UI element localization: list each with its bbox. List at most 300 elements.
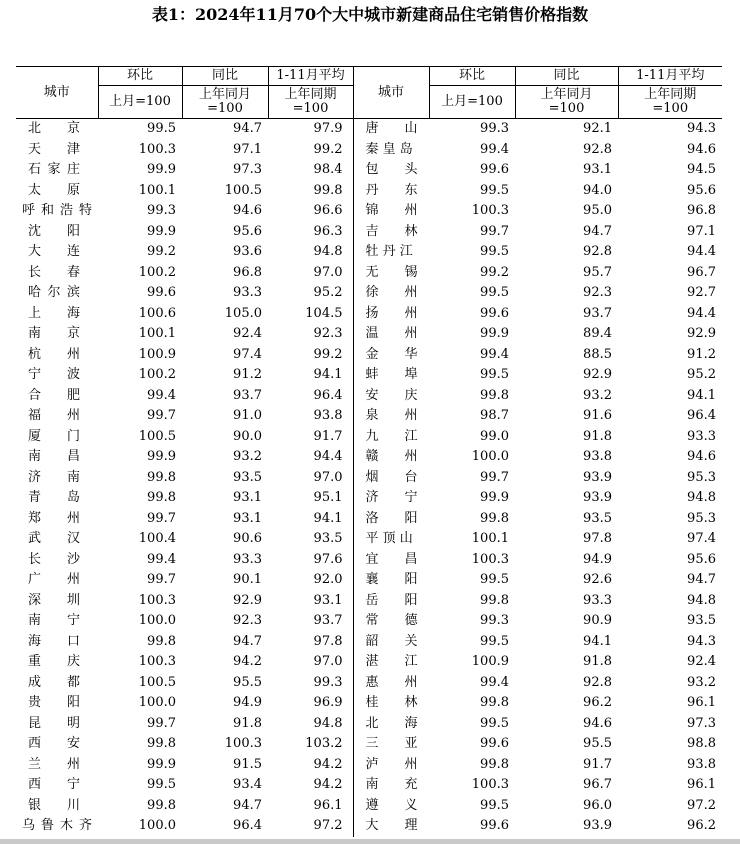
city-name-left: 呼和浩特 — [22, 203, 92, 219]
avg-value-right: 92.7 — [687, 285, 716, 301]
avg-header-left: 1-11月平均 — [268, 67, 353, 86]
city-name-right: 常 德 — [353, 611, 429, 632]
mom-value-right: 99.7 — [480, 469, 509, 485]
avg-value-left: 97.8 — [313, 633, 343, 649]
city-name-left: 广 州 — [28, 572, 81, 588]
city-name-right: 韶 关 — [353, 632, 429, 653]
table-row — [16, 386, 722, 407]
mom-value-left: 99.2 — [147, 244, 176, 260]
avg-value-left: 103.2 — [305, 736, 343, 752]
table-row — [16, 796, 722, 817]
mom-value-right: 100.3 — [471, 551, 509, 567]
city-name-left: 北 京 — [28, 121, 81, 137]
yoy-value-right: 93.2 — [583, 387, 612, 403]
city-name-left: 南 宁 — [28, 613, 81, 629]
avg-value-left: 93.1 — [313, 592, 343, 608]
avg-value-left: 99.2 — [313, 346, 343, 362]
avg-value-right: 98.8 — [687, 736, 716, 752]
city-name-right: 岳 阳 — [353, 591, 429, 612]
city-name-left: 南 京 — [28, 326, 81, 342]
table-row — [16, 365, 722, 386]
avg-value-left: 95.2 — [313, 285, 343, 301]
avg-value-right: 95.3 — [687, 469, 716, 485]
city-name-right: 赣 州 — [353, 447, 429, 468]
table-row — [16, 509, 722, 530]
city-name-left: 长 沙 — [28, 551, 81, 567]
avg-value-left: 96.1 — [313, 797, 343, 813]
yoy-value-left: 93.1 — [233, 490, 262, 506]
yoy-value-left: 92.9 — [233, 592, 262, 608]
mom-value-left: 100.1 — [138, 182, 176, 198]
yoy-value-right: 93.1 — [583, 162, 612, 178]
yoy-value-left: 92.3 — [233, 613, 262, 629]
avg-value-right: 95.6 — [687, 551, 716, 567]
yoy-value-left: 97.3 — [233, 162, 262, 178]
mom-value-right: 99.4 — [480, 141, 509, 157]
city-name-left: 沈 阳 — [28, 223, 81, 239]
table-row — [16, 283, 722, 304]
avg-value-left: 99.2 — [313, 141, 343, 157]
avg-value-right: 97.3 — [687, 715, 716, 731]
yoy-value-right: 94.7 — [583, 223, 612, 239]
city-name-right: 三 亚 — [353, 734, 429, 755]
mom-value-right: 99.4 — [480, 674, 509, 690]
city-name-right: 烟 台 — [353, 468, 429, 489]
city-name-right: 蚌 埠 — [353, 365, 429, 386]
mom-value-left: 99.8 — [147, 633, 176, 649]
avg-value-left: 97.9 — [313, 121, 343, 137]
yoy-value-right: 92.9 — [583, 367, 612, 383]
mom-base-left: 上月=100 — [98, 86, 182, 119]
mom-value-left: 100.9 — [138, 346, 176, 362]
city-name-right: 牡 丹 江 — [353, 242, 429, 263]
avg-base-right: 上年同期 =100 — [618, 86, 722, 119]
avg-value-right: 94.3 — [687, 121, 716, 137]
yoy-value-left: 96.8 — [233, 264, 262, 280]
yoy-base-left: 上年同月 =100 — [182, 86, 268, 119]
yoy-value-right: 95.0 — [583, 203, 612, 219]
avg-value-right: 96.1 — [687, 777, 716, 793]
city-name-right: 安 庆 — [353, 386, 429, 407]
table-row — [16, 734, 722, 755]
avg-value-left: 94.2 — [313, 756, 343, 772]
mom-value-left: 99.7 — [147, 572, 176, 588]
mom-value-left: 99.9 — [147, 449, 176, 465]
avg-value-right: 96.2 — [687, 818, 716, 834]
yoy-value-right: 92.6 — [583, 572, 612, 588]
mom-value-right: 99.0 — [480, 428, 509, 444]
city-name-left: 福 州 — [28, 408, 81, 424]
yoy-value-left: 97.1 — [233, 141, 262, 157]
city-name-right: 无 锡 — [353, 263, 429, 284]
yoy-value-left: 100.5 — [224, 182, 262, 198]
avg-value-left: 92.3 — [313, 326, 343, 342]
mom-header-right: 环比 — [429, 67, 515, 86]
city-name-left: 昆 明 — [28, 715, 81, 731]
mom-value-right: 99.6 — [480, 305, 509, 321]
mom-value-left: 100.6 — [138, 305, 176, 321]
table-row — [16, 304, 722, 325]
city-name-right: 唐 山 — [353, 119, 429, 140]
city-name-left: 乌鲁木齐 — [22, 818, 92, 834]
yoy-value-right: 95.5 — [583, 736, 612, 752]
yoy-value-right: 92.8 — [583, 141, 612, 157]
avg-value-right: 94.1 — [687, 387, 716, 403]
mom-value-left: 99.8 — [147, 797, 176, 813]
city-name-right: 徐 州 — [353, 283, 429, 304]
avg-value-right: 92.9 — [687, 326, 716, 342]
yoy-value-right: 93.9 — [583, 469, 612, 485]
yoy-value-right: 96.2 — [583, 695, 612, 711]
city-name-left: 哈 尔 滨 — [28, 285, 80, 301]
yoy-value-right: 92.8 — [583, 244, 612, 260]
yoy-value-left: 92.4 — [233, 326, 262, 342]
yoy-value-right: 88.5 — [583, 346, 612, 362]
city-name-right: 吉 林 — [353, 222, 429, 243]
table-body — [16, 119, 722, 837]
table-row — [16, 160, 722, 181]
city-name-left: 大 连 — [28, 244, 81, 260]
mom-value-left: 100.3 — [138, 592, 176, 608]
avg-value-left: 96.6 — [313, 203, 343, 219]
city-name-left: 上 海 — [28, 305, 81, 321]
avg-value-right: 97.2 — [687, 797, 716, 813]
yoy-value-right: 93.3 — [583, 592, 612, 608]
yoy-value-left: 94.7 — [233, 797, 262, 813]
yoy-value-left: 90.1 — [233, 572, 262, 588]
yoy-value-right: 89.4 — [583, 326, 612, 342]
city-name-left: 深 圳 — [28, 592, 81, 608]
city-name-left: 青 岛 — [28, 490, 81, 506]
mom-value-left: 100.3 — [138, 141, 176, 157]
avg-value-right: 95.6 — [687, 182, 716, 198]
yoy-value-right: 94.9 — [583, 551, 612, 567]
avg-value-right: 94.5 — [687, 162, 716, 178]
city-name-right: 大 理 — [353, 816, 429, 837]
mom-value-left: 100.0 — [138, 695, 176, 711]
mom-value-left: 99.9 — [147, 162, 176, 178]
yoy-value-right: 94.6 — [583, 715, 612, 731]
city-name-left: 武 汉 — [28, 531, 81, 547]
mom-value-right: 99.5 — [480, 572, 509, 588]
avg-value-right: 97.4 — [687, 531, 716, 547]
city-name-left: 天 津 — [28, 141, 81, 157]
avg-value-left: 99.3 — [313, 674, 343, 690]
city-name-right: 北 海 — [353, 714, 429, 735]
yoy-value-left: 94.7 — [233, 121, 262, 137]
avg-value-right: 96.8 — [687, 203, 716, 219]
table-row — [16, 816, 722, 837]
yoy-value-right: 96.0 — [583, 797, 612, 813]
table-row — [16, 611, 722, 632]
yoy-value-left: 93.2 — [233, 449, 262, 465]
avg-value-left: 93.7 — [313, 613, 343, 629]
city-name-right: 扬 州 — [353, 304, 429, 325]
avg-value-left: 104.5 — [305, 305, 343, 321]
mom-value-left: 99.7 — [147, 408, 176, 424]
yoy-base-right: 上年同月 =100 — [515, 86, 618, 119]
table-row — [16, 119, 722, 140]
mom-value-right: 100.1 — [471, 531, 509, 547]
city-name-right: 泸 州 — [353, 755, 429, 776]
yoy-value-right: 94.1 — [583, 633, 612, 649]
city-name-left: 西 安 — [28, 736, 81, 752]
mom-value-right: 99.4 — [480, 346, 509, 362]
avg-value-right: 94.4 — [687, 244, 716, 260]
avg-value-left: 94.2 — [313, 777, 343, 793]
city-name-left: 太 原 — [28, 182, 81, 198]
table-row — [16, 673, 722, 694]
avg-value-left: 96.9 — [313, 695, 343, 711]
yoy-header-right: 同比 — [515, 67, 618, 86]
mom-value-right: 99.8 — [480, 695, 509, 711]
table-row — [16, 427, 722, 448]
mom-value-right: 99.9 — [480, 326, 509, 342]
yoy-value-left: 96.4 — [233, 818, 262, 834]
mom-value-left: 99.5 — [147, 121, 176, 137]
mom-value-left: 99.8 — [147, 736, 176, 752]
city-name-right: 丹 东 — [353, 181, 429, 202]
city-name-left: 重 庆 — [28, 654, 81, 670]
avg-value-right: 94.8 — [687, 490, 716, 506]
mom-value-right: 99.5 — [480, 715, 509, 731]
yoy-value-left: 91.0 — [233, 408, 262, 424]
city-name-right: 湛 江 — [353, 652, 429, 673]
mom-value-right: 99.5 — [480, 367, 509, 383]
yoy-value-left: 91.8 — [233, 715, 262, 731]
mom-value-left: 100.4 — [138, 531, 176, 547]
yoy-value-left: 93.7 — [233, 387, 262, 403]
city-name-right: 包 头 — [353, 160, 429, 181]
yoy-header-left: 同比 — [182, 67, 268, 86]
avg-value-right: 96.4 — [687, 408, 716, 424]
mom-value-right: 99.8 — [480, 510, 509, 526]
mom-value-right: 98.7 — [480, 408, 509, 424]
city-name-left: 合 肥 — [28, 387, 81, 403]
horizontal-scrollbar[interactable] — [0, 839, 740, 844]
city-name-left: 长 春 — [28, 264, 81, 280]
avg-value-right: 95.3 — [687, 510, 716, 526]
table-row — [16, 406, 722, 427]
table-row — [16, 242, 722, 263]
avg-value-left: 97.6 — [313, 551, 343, 567]
yoy-value-right: 92.8 — [583, 674, 612, 690]
mom-header-left: 环比 — [98, 67, 182, 86]
avg-value-right: 94.4 — [687, 305, 716, 321]
city-name-left: 石 家 庄 — [28, 162, 80, 178]
mom-value-right: 99.5 — [480, 182, 509, 198]
mom-value-left: 99.5 — [147, 777, 176, 793]
table-row — [16, 140, 722, 161]
mom-value-right: 99.8 — [480, 756, 509, 772]
city-name-right: 金 华 — [353, 345, 429, 366]
avg-value-left: 98.4 — [313, 162, 343, 178]
avg-value-left: 94.8 — [313, 715, 343, 731]
mom-value-right: 99.9 — [480, 490, 509, 506]
avg-value-right: 91.2 — [687, 346, 716, 362]
mom-value-left: 99.8 — [147, 469, 176, 485]
yoy-value-left: 91.2 — [233, 367, 262, 383]
yoy-value-left: 95.5 — [233, 674, 262, 690]
mom-value-left: 100.5 — [138, 428, 176, 444]
avg-value-right: 96.1 — [687, 695, 716, 711]
yoy-value-right: 95.7 — [583, 264, 612, 280]
city-name-right: 遵 义 — [353, 796, 429, 817]
yoy-value-left: 93.1 — [233, 510, 262, 526]
city-name-right: 温 州 — [353, 324, 429, 345]
mom-value-left: 100.2 — [138, 367, 176, 383]
avg-value-right: 93.5 — [687, 613, 716, 629]
mom-value-right: 99.8 — [480, 592, 509, 608]
mom-value-right: 100.0 — [471, 449, 509, 465]
mom-value-left: 99.9 — [147, 223, 176, 239]
avg-base-left: 上年同期 =100 — [268, 86, 353, 119]
avg-value-left: 96.3 — [313, 223, 343, 239]
mom-value-right: 100.9 — [471, 654, 509, 670]
avg-header-right: 1-11月平均 — [618, 67, 722, 86]
city-name-left: 贵 阳 — [28, 695, 81, 711]
yoy-value-right: 91.8 — [583, 428, 612, 444]
avg-value-right: 94.8 — [687, 592, 716, 608]
mom-value-left: 100.3 — [138, 654, 176, 670]
avg-value-right: 94.6 — [687, 449, 716, 465]
yoy-value-right: 93.8 — [583, 449, 612, 465]
table-row — [16, 570, 722, 591]
yoy-value-right: 92.1 — [583, 121, 612, 137]
city-name-right: 南 充 — [353, 775, 429, 796]
mom-value-left: 99.7 — [147, 715, 176, 731]
avg-value-left: 94.4 — [313, 449, 343, 465]
table-row — [16, 693, 722, 714]
yoy-value-right: 91.7 — [583, 756, 612, 772]
avg-value-right: 96.7 — [687, 264, 716, 280]
table-row — [16, 529, 722, 550]
mom-value-right: 99.5 — [480, 244, 509, 260]
yoy-value-right: 93.9 — [583, 490, 612, 506]
mom-value-right: 99.6 — [480, 736, 509, 752]
city-name-right: 洛 阳 — [353, 509, 429, 530]
city-name-right: 济 宁 — [353, 488, 429, 509]
mom-value-left: 99.4 — [147, 551, 176, 567]
yoy-value-right: 93.5 — [583, 510, 612, 526]
yoy-value-right: 91.6 — [583, 408, 612, 424]
avg-value-right: 94.3 — [687, 633, 716, 649]
yoy-value-left: 95.6 — [233, 223, 262, 239]
city-name-left: 宁 波 — [28, 367, 81, 383]
avg-value-right: 93.3 — [687, 428, 716, 444]
city-name-right: 秦 皇 岛 — [353, 140, 429, 161]
mom-value-right: 99.3 — [480, 121, 509, 137]
city-name-right: 九 江 — [353, 427, 429, 448]
mom-value-left: 99.6 — [147, 285, 176, 301]
mom-value-left: 100.0 — [138, 613, 176, 629]
mom-value-right: 99.5 — [480, 285, 509, 301]
avg-value-right: 93.8 — [687, 756, 716, 772]
city-name-left: 济 南 — [28, 469, 81, 485]
avg-value-right: 92.4 — [687, 654, 716, 670]
yoy-value-left: 93.4 — [233, 777, 262, 793]
yoy-value-left: 93.6 — [233, 244, 262, 260]
table-row — [16, 201, 722, 222]
table-row — [16, 222, 722, 243]
mom-value-right: 99.7 — [480, 223, 509, 239]
avg-value-left: 97.0 — [313, 264, 343, 280]
price-index-table — [16, 66, 722, 837]
mom-base-right: 上月=100 — [429, 86, 515, 119]
avg-value-right: 94.6 — [687, 141, 716, 157]
city-name-right: 襄 阳 — [353, 570, 429, 591]
city-name-left: 西 宁 — [28, 777, 81, 793]
city-name-right: 锦 州 — [353, 201, 429, 222]
yoy-value-right: 92.3 — [583, 285, 612, 301]
yoy-value-right: 93.9 — [583, 818, 612, 834]
table-row — [16, 714, 722, 735]
mom-value-left: 99.9 — [147, 756, 176, 772]
yoy-value-right: 93.7 — [583, 305, 612, 321]
mom-value-right: 100.3 — [471, 203, 509, 219]
mom-value-left: 100.0 — [138, 818, 176, 834]
table-row — [16, 345, 722, 366]
table-row — [16, 652, 722, 673]
avg-value-left: 97.2 — [313, 818, 343, 834]
avg-value-left: 97.0 — [313, 469, 343, 485]
mom-value-right: 99.6 — [480, 818, 509, 834]
yoy-value-right: 90.9 — [583, 613, 612, 629]
mom-value-right: 99.5 — [480, 797, 509, 813]
yoy-value-left: 97.4 — [233, 346, 262, 362]
yoy-value-left: 94.7 — [233, 633, 262, 649]
city-name-left: 海 口 — [28, 633, 81, 649]
city-name-right: 平 顶 山 — [353, 529, 429, 550]
mom-value-right: 100.3 — [471, 777, 509, 793]
avg-value-right: 94.7 — [687, 572, 716, 588]
city-name-left: 银 川 — [28, 797, 81, 813]
avg-value-left: 94.1 — [313, 367, 343, 383]
yoy-value-right: 94.0 — [583, 182, 612, 198]
city-name-right: 泉 州 — [353, 406, 429, 427]
yoy-value-right: 96.7 — [583, 777, 612, 793]
mom-value-right: 99.5 — [480, 633, 509, 649]
mom-value-left: 99.3 — [147, 203, 176, 219]
city-name-right: 宜 昌 — [353, 550, 429, 571]
mom-value-left: 99.4 — [147, 387, 176, 403]
avg-value-left: 94.8 — [313, 244, 343, 260]
avg-value-left: 93.8 — [313, 408, 343, 424]
avg-value-right: 95.2 — [687, 367, 716, 383]
city-header-left: 城市 — [16, 67, 98, 119]
city-name-right: 惠 州 — [353, 673, 429, 694]
mom-value-left: 100.2 — [138, 264, 176, 280]
table-row — [16, 324, 722, 345]
yoy-value-left: 94.2 — [233, 654, 262, 670]
avg-value-left: 95.1 — [313, 490, 343, 506]
city-name-left: 厦 门 — [28, 428, 81, 444]
city-name-left: 杭 州 — [28, 346, 81, 362]
yoy-value-right: 91.8 — [583, 654, 612, 670]
table-row — [16, 468, 722, 489]
yoy-value-left: 91.5 — [233, 756, 262, 772]
mom-value-left: 99.7 — [147, 510, 176, 526]
avg-value-left: 99.8 — [313, 182, 343, 198]
avg-value-left: 93.5 — [313, 531, 343, 547]
table-row — [16, 488, 722, 509]
table-title: 表1：2024年11月70个大中城市新建商品住宅销售价格指数 — [151, 5, 589, 24]
mom-value-left: 100.5 — [138, 674, 176, 690]
avg-value-right: 97.1 — [687, 223, 716, 239]
table-row — [16, 775, 722, 796]
avg-value-left: 94.1 — [313, 510, 343, 526]
yoy-value-left: 93.3 — [233, 285, 262, 301]
